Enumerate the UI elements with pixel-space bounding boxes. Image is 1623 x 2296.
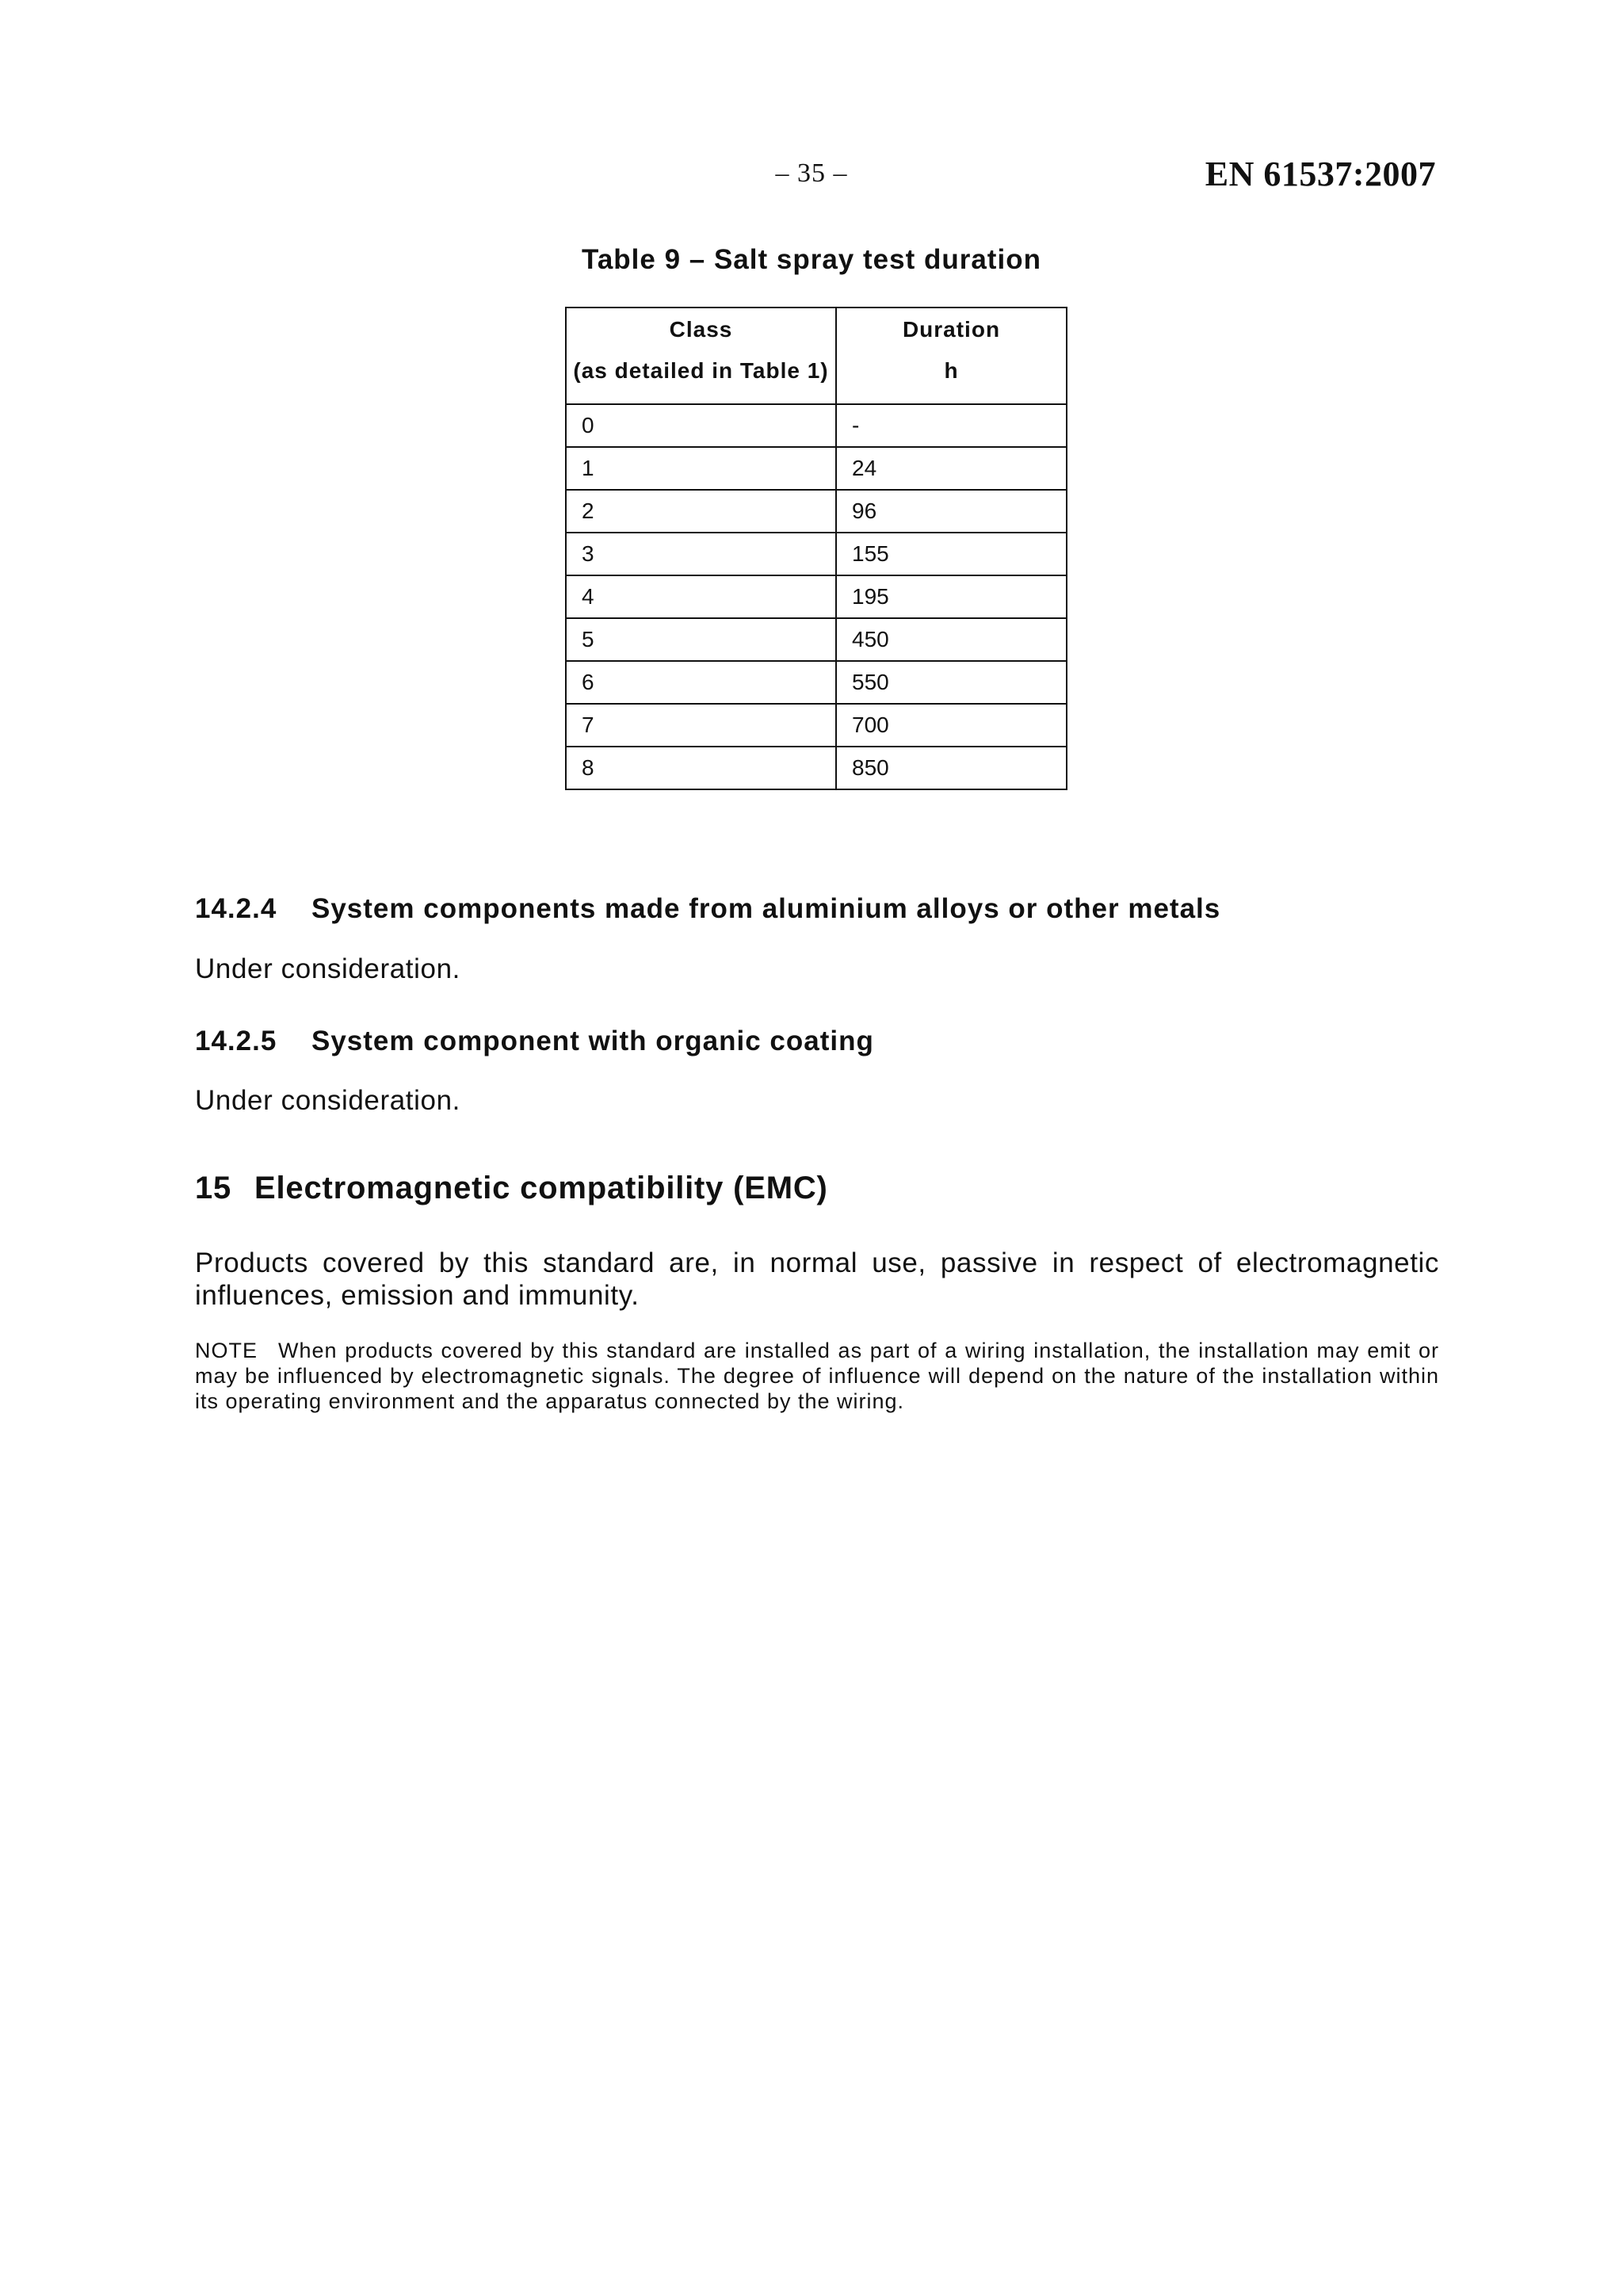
class-cell: 6 bbox=[566, 661, 836, 704]
duration-cell: 450 bbox=[836, 618, 1067, 661]
section-body-14-2-4: Under consideration. bbox=[195, 953, 460, 984]
section-title: Electromagnetic compatibility (EMC) bbox=[254, 1171, 828, 1205]
class-cell: 4 bbox=[566, 575, 836, 618]
class-column-header bbox=[566, 308, 836, 404]
table-row bbox=[566, 704, 1067, 747]
duration-cell: 700 bbox=[836, 704, 1067, 747]
duration-column-header bbox=[836, 308, 1067, 404]
table-row bbox=[566, 747, 1067, 789]
table-row bbox=[566, 618, 1067, 661]
section-number: 14.2.4 bbox=[195, 893, 277, 924]
class-header-sublabel: (as detailed in Table 1) bbox=[573, 358, 829, 383]
class-cell: 0 bbox=[566, 404, 836, 447]
section-heading-15 bbox=[195, 1171, 828, 1206]
section-heading-14-2-5 bbox=[195, 1026, 874, 1057]
section-title: System component with organic coating bbox=[311, 1026, 874, 1056]
class-cell: 7 bbox=[566, 704, 836, 747]
table-header-row bbox=[566, 308, 1067, 404]
duration-cell: 550 bbox=[836, 661, 1067, 704]
class-header-label: Class bbox=[669, 317, 733, 342]
table-row bbox=[566, 490, 1067, 533]
note bbox=[195, 1338, 1439, 1414]
class-cell: 5 bbox=[566, 618, 836, 661]
class-cell: 1 bbox=[566, 447, 836, 490]
class-cell: 3 bbox=[566, 533, 836, 575]
table-row bbox=[566, 575, 1067, 618]
duration-cell: - bbox=[836, 404, 1067, 447]
table-caption: Table 9 – Salt spray test duration bbox=[582, 244, 1041, 275]
section-body-14-2-5: Under consideration. bbox=[195, 1085, 460, 1116]
table-row bbox=[566, 661, 1067, 704]
table-row bbox=[566, 447, 1067, 490]
section-body-15: Products covered by this standard are, in normal use, passive in respect of electromagnetic influences, emission and immunity. bbox=[195, 1247, 1439, 1311]
table-body bbox=[566, 404, 1067, 789]
salt-spray-table bbox=[565, 307, 1067, 790]
section-heading-14-2-4 bbox=[195, 893, 1220, 925]
class-cell: 8 bbox=[566, 747, 836, 789]
duration-cell: 24 bbox=[836, 447, 1067, 490]
duration-header-unit: h bbox=[944, 358, 959, 383]
section-number: 15 bbox=[195, 1171, 232, 1205]
duration-cell: 155 bbox=[836, 533, 1067, 575]
table-row bbox=[566, 404, 1067, 447]
page-number: – 35 – bbox=[775, 159, 848, 188]
standard-id: EN 61537:2007 bbox=[1205, 155, 1436, 193]
section-number: 14.2.5 bbox=[195, 1026, 277, 1056]
duration-cell: 96 bbox=[836, 490, 1067, 533]
note-label: NOTE bbox=[195, 1339, 258, 1362]
duration-cell: 850 bbox=[836, 747, 1067, 789]
section-title: System components made from aluminium alloys or other metals bbox=[311, 893, 1221, 924]
duration-header-label: Duration bbox=[902, 317, 1001, 342]
duration-cell: 195 bbox=[836, 575, 1067, 618]
class-cell: 2 bbox=[566, 490, 836, 533]
note-text: When products covered by this standard are installed as part of a wiring installation, the installation may emit or may be influenced by electromagnetic signals. The degree of influence will depend on the nature of the installation within its operating environment and the apparatus connected by the wiring. bbox=[195, 1339, 1439, 1413]
table-row bbox=[566, 533, 1067, 575]
